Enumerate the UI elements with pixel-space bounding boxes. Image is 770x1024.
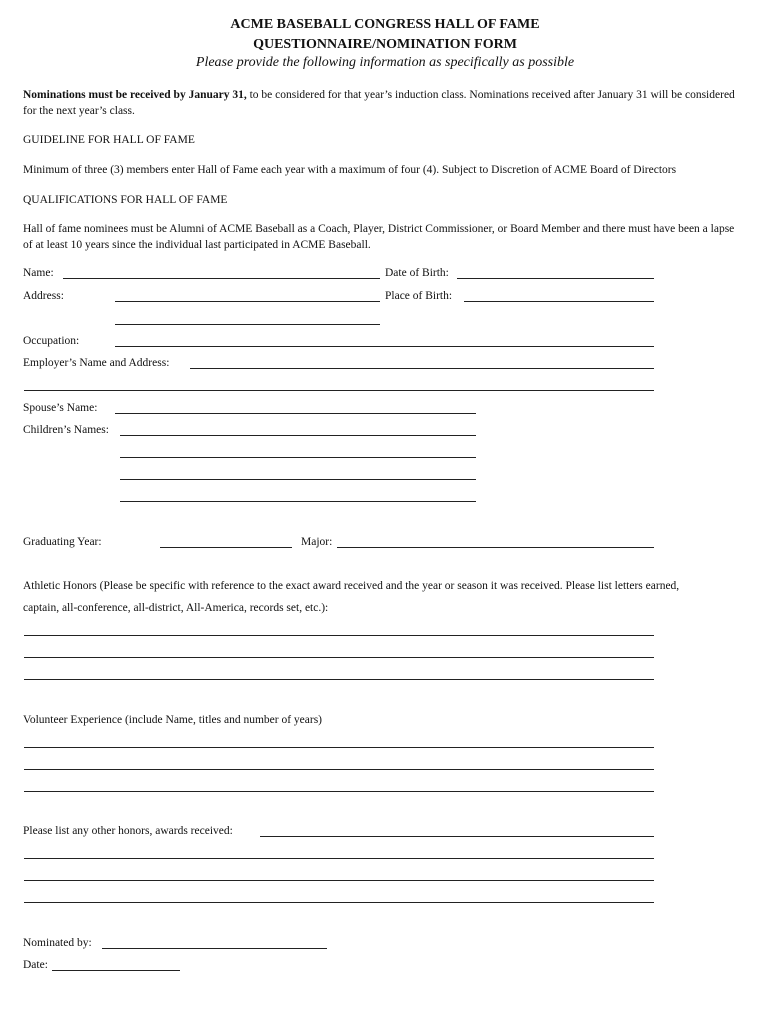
date-of-birth-label: Date of Birth: bbox=[385, 267, 449, 279]
occupation-label: Occupation: bbox=[23, 335, 80, 347]
place-of-birth-label: Place of Birth: bbox=[385, 290, 453, 302]
address-field-line1[interactable] bbox=[115, 301, 380, 302]
athletic-honors-field-line3[interactable] bbox=[24, 679, 654, 680]
nominated-by-label: Nominated by: bbox=[23, 937, 92, 949]
athletic-honors-label-line1: Athletic Honors (Please be specific with reference to the exact award received and the year or season it was received. Please list letters earned, bbox=[23, 580, 680, 592]
form-title-line2: QUESTIONNAIRE/NOMINATION FORM bbox=[253, 37, 517, 52]
spouse-label: Spouse’s Name: bbox=[23, 402, 98, 414]
major-label: Major: bbox=[301, 536, 333, 548]
date-label: Date: bbox=[23, 959, 48, 971]
children-field-line3[interactable] bbox=[120, 479, 476, 480]
other-honors-label: Please list any other honors, awards received: bbox=[23, 825, 233, 837]
children-field-line4[interactable] bbox=[120, 501, 476, 502]
children-field-line2[interactable] bbox=[120, 457, 476, 458]
address-label: Address: bbox=[23, 290, 64, 302]
other-honors-field-line1[interactable] bbox=[260, 836, 654, 837]
graduating-year-label: Graduating Year: bbox=[23, 536, 102, 548]
name-field[interactable] bbox=[63, 278, 380, 279]
graduating-year-field[interactable] bbox=[160, 547, 292, 548]
children-label: Children’s Names: bbox=[23, 424, 109, 436]
qualifications-heading: QUALIFICATIONS FOR HALL OF FAME bbox=[23, 194, 228, 206]
employer-label: Employer’s Name and Address: bbox=[23, 357, 170, 369]
place-of-birth-field[interactable] bbox=[464, 301, 654, 302]
athletic-honors-field-line1[interactable] bbox=[24, 635, 654, 636]
address-field-line2[interactable] bbox=[115, 324, 380, 325]
form-title-line1: ACME BASEBALL CONGRESS HALL OF FAME bbox=[230, 17, 540, 32]
other-honors-field-line4[interactable] bbox=[24, 902, 654, 903]
other-honors-field-line2[interactable] bbox=[24, 858, 654, 859]
employer-field-line2[interactable] bbox=[24, 390, 654, 391]
employer-field-line1[interactable] bbox=[190, 368, 654, 369]
guideline-heading: GUIDELINE FOR HALL OF FAME bbox=[23, 134, 195, 146]
volunteer-field-line1[interactable] bbox=[24, 747, 654, 748]
deadline-paragraph bbox=[23, 88, 745, 119]
date-field[interactable] bbox=[52, 970, 180, 971]
spouse-field[interactable] bbox=[115, 413, 476, 414]
name-label: Name: bbox=[23, 267, 54, 279]
major-field[interactable] bbox=[337, 547, 654, 548]
other-honors-field-line3[interactable] bbox=[24, 880, 654, 881]
date-of-birth-field[interactable] bbox=[457, 278, 654, 279]
nominated-by-field[interactable] bbox=[102, 948, 327, 949]
volunteer-field-line2[interactable] bbox=[24, 769, 654, 770]
athletic-honors-field-line2[interactable] bbox=[24, 657, 654, 658]
qualifications-text: Hall of fame nominees must be Alumni of ACME Baseball as a Coach, Player, District Commissioner, or Board Member and there must have been a lapse of at least 10 years since the individual last participated in ACME Baseball. bbox=[23, 223, 735, 251]
occupation-field[interactable] bbox=[115, 346, 654, 347]
volunteer-label: Volunteer Experience (include Name, titles and number of years) bbox=[23, 714, 322, 726]
volunteer-field-line3[interactable] bbox=[24, 791, 654, 792]
guideline-text: Minimum of three (3) members enter Hall of Fame each year with a maximum of four (4). Subject to Discretion of ACME Board of Directors bbox=[23, 164, 677, 176]
athletic-honors-label-line2: captain, all-conference, all-district, All-America, records set, etc.): bbox=[23, 602, 329, 614]
children-field-line1[interactable] bbox=[120, 435, 476, 436]
deadline-bold-text: Nominations must be received by January 31, bbox=[23, 89, 247, 101]
form-subtitle: Please provide the following information as specifically as possible bbox=[195, 55, 575, 70]
deadline-rest-text: to be considered for that year’s induction class. Nominations received after January 31 will be considered for the next year’s class. bbox=[23, 89, 735, 117]
